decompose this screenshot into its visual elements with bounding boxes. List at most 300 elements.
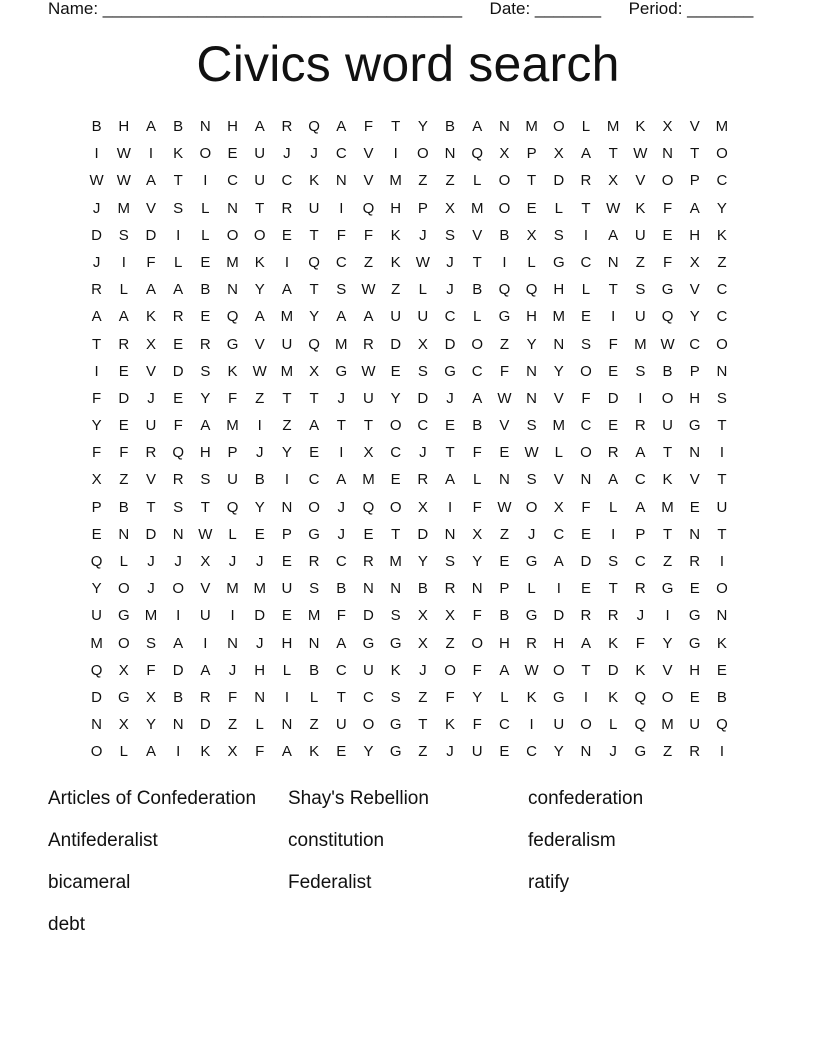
grid-letter: S — [608, 553, 619, 570]
grid-letter: Z — [418, 743, 428, 761]
grid-letter: D — [118, 389, 130, 407]
grid-letter: S — [553, 226, 564, 244]
grid-row — [83, 548, 736, 575]
word-list-item: constitution — [288, 830, 385, 851]
grid-letter: L — [473, 308, 482, 326]
grid-letter: I — [447, 498, 453, 516]
word-list-item: federalism — [528, 830, 616, 851]
grid-letter: P — [417, 199, 428, 217]
grid-letter: G — [389, 634, 402, 652]
grid-letter: S — [417, 362, 428, 380]
grid-row — [83, 195, 736, 222]
grid-row — [83, 657, 736, 684]
grid-letter: O — [172, 580, 184, 598]
grid-letter: R — [607, 607, 619, 625]
grid-letter: U — [227, 471, 238, 489]
grid-letter: I — [203, 172, 208, 190]
grid-letter: R — [199, 335, 211, 353]
grid-letter: K — [526, 688, 537, 706]
grid-letter: O — [117, 634, 130, 652]
grid-letter: U — [553, 716, 565, 734]
grid-letter: Y — [662, 634, 673, 652]
grid-letter: H — [227, 118, 238, 135]
grid-letter: Q — [634, 716, 647, 734]
grid-letter: Z — [119, 471, 129, 489]
grid-letter: V — [553, 389, 564, 407]
grid-letter: K — [635, 118, 646, 135]
grid-letter: O — [471, 634, 484, 652]
grid-letter: N — [526, 362, 538, 380]
grid-row — [83, 521, 736, 548]
grid-letter: C — [281, 172, 293, 190]
grid-letter: O — [444, 661, 456, 679]
grid-letter: J — [419, 661, 427, 679]
word-list-item: confederation — [528, 788, 644, 809]
grid-letter: A — [145, 281, 156, 299]
grid-letter: B — [499, 607, 510, 625]
word-search-grid — [83, 113, 736, 766]
grid-letter: W — [415, 253, 430, 271]
word-list-item: Antifederalist — [48, 830, 158, 851]
grid-letter: G — [661, 281, 674, 299]
grid-letter: M — [362, 471, 375, 489]
grid-letter: A — [118, 308, 129, 326]
grid-letter: S — [200, 471, 211, 489]
grid-letter: E — [118, 362, 129, 380]
grid-letter: U — [689, 716, 701, 734]
grid-letter: Z — [662, 553, 673, 570]
grid-letter: G — [552, 688, 565, 706]
grid-letter: E — [689, 498, 700, 516]
grid-letter: C — [335, 553, 347, 570]
grid-letter: C — [335, 253, 347, 271]
grid-letter: W — [497, 389, 512, 407]
grid-letter: E — [526, 199, 537, 217]
grid-letter: O — [661, 688, 674, 706]
grid-letter: S — [445, 226, 456, 244]
grid-letter: C — [335, 145, 347, 163]
grid-letter: Q — [226, 308, 239, 326]
grid-row — [83, 494, 736, 521]
grid-letter: I — [284, 253, 289, 271]
grid-letter: J — [446, 281, 454, 299]
grid-letter: W — [116, 145, 131, 163]
grid-letter: Q — [90, 553, 103, 570]
grid-letter: A — [336, 308, 347, 326]
grid-letter: O — [308, 498, 320, 516]
grid-letter: F — [472, 716, 482, 734]
grid-letter: Z — [445, 172, 455, 190]
grid-letter: E — [662, 226, 673, 244]
grid-letter: O — [716, 145, 728, 163]
grid-letter: L — [473, 172, 482, 190]
grid-letter: T — [527, 172, 537, 190]
grid-letter: X — [118, 661, 129, 679]
grid-letter: Q — [634, 688, 647, 706]
grid-letter: L — [608, 716, 618, 734]
grid-letter: C — [390, 444, 402, 462]
grid-letter: A — [173, 634, 184, 652]
grid-letter: I — [719, 553, 724, 570]
grid-letter: W — [198, 525, 213, 543]
grid-letter: Y — [689, 308, 700, 326]
grid-letter: J — [310, 145, 318, 163]
grid-letter: I — [176, 226, 181, 244]
grid-letter: A — [580, 634, 591, 652]
grid-letter: J — [255, 634, 264, 652]
grid-letter: T — [336, 688, 346, 706]
grid-letter: D — [172, 661, 184, 679]
grid-letter: W — [252, 362, 267, 380]
word-list — [48, 778, 768, 946]
grid-letter: D — [553, 607, 565, 625]
grid-letter: C — [335, 661, 347, 679]
grid-row — [83, 602, 736, 629]
grid-letter: Z — [391, 281, 401, 299]
grid-letter: Y — [309, 308, 320, 326]
grid-letter: Y — [417, 118, 428, 135]
grid-letter: T — [608, 145, 618, 163]
grid-letter: Y — [417, 553, 428, 570]
grid-letter: A — [91, 308, 102, 326]
grid-letter: X — [227, 743, 238, 761]
grid-letter: S — [580, 335, 591, 353]
grid-letter: R — [689, 553, 701, 570]
grid-letter: N — [580, 471, 592, 489]
grid-letter: Z — [309, 716, 319, 734]
grid-letter: M — [715, 118, 729, 135]
grid-letter: T — [282, 389, 292, 407]
grid-letter: A — [472, 118, 483, 135]
grid-letter: B — [173, 688, 184, 706]
grid-letter: E — [499, 444, 510, 462]
grid-letter: N — [91, 716, 103, 734]
grid-letter: A — [336, 471, 347, 489]
grid-letter: V — [145, 362, 156, 380]
grid-letter: X — [608, 172, 619, 190]
grid-letter: G — [389, 743, 402, 761]
grid-letter: U — [471, 743, 483, 761]
grid-letter: N — [390, 580, 402, 598]
grid-row — [83, 249, 736, 276]
grid-letter: W — [524, 444, 539, 462]
grid-letter: F — [336, 607, 346, 625]
grid-letter: U — [199, 607, 211, 625]
grid-letter: F — [227, 688, 238, 706]
grid-letter: L — [527, 580, 536, 598]
grid-letter: V — [689, 281, 700, 299]
grid-letter: Q — [226, 498, 239, 516]
grid-letter: O — [199, 145, 212, 163]
grid-letter: Y — [472, 688, 483, 706]
grid-letter: K — [309, 172, 320, 190]
grid-letter: F — [92, 444, 102, 462]
grid-letter: S — [173, 199, 184, 217]
grid-letter: L — [527, 253, 536, 271]
grid-letter: M — [552, 308, 566, 326]
grid-letter: A — [309, 417, 320, 435]
grid-letter: B — [417, 580, 428, 598]
grid-letter: L — [119, 743, 128, 761]
grid-letter: J — [92, 199, 101, 217]
grid-letter: E — [499, 743, 510, 761]
word-list-item: Articles of Confederation — [48, 788, 257, 809]
grid-letter: T — [363, 417, 374, 435]
grid-letter: E — [173, 389, 184, 407]
grid-letter: J — [636, 607, 645, 625]
grid-letter: Y — [472, 553, 483, 570]
word-list-item: Shay's Rebellion — [288, 788, 429, 809]
grid-letter: E — [281, 226, 292, 244]
grid-letter: E — [227, 145, 238, 163]
grid-letter: A — [200, 417, 211, 435]
grid-letter: R — [417, 471, 429, 489]
grid-letter: G — [308, 525, 320, 543]
date-field-label: Date: _______ — [489, 0, 602, 18]
grid-letter: T — [146, 498, 156, 516]
grid-letter: K — [390, 253, 401, 271]
grid-letter: V — [553, 471, 564, 489]
grid-letter: B — [716, 688, 727, 706]
grid-letter: N — [662, 145, 673, 163]
grid-letter: P — [281, 525, 292, 543]
grid-letter: A — [445, 471, 456, 489]
grid-letter: Y — [254, 498, 265, 516]
grid-row — [83, 439, 736, 466]
grid-letter: E — [499, 553, 510, 570]
grid-letter: O — [552, 661, 565, 679]
grid-row — [83, 466, 736, 493]
grid-letter: I — [556, 580, 561, 598]
grid-letter: B — [499, 226, 510, 244]
grid-letter: Q — [308, 253, 320, 271]
grid-letter: K — [173, 145, 184, 163]
grid-letter: V — [363, 145, 374, 163]
grid-letter: M — [606, 118, 620, 135]
grid-letter: Q — [471, 145, 484, 163]
grid-letter: O — [226, 226, 239, 244]
grid-letter: J — [609, 743, 617, 761]
grid-letter: K — [390, 226, 401, 244]
grid-letter: R — [634, 580, 646, 598]
grid-letter: L — [554, 444, 563, 462]
grid-letter: W — [524, 661, 539, 679]
grid-letter: Z — [282, 417, 292, 435]
grid-row — [83, 385, 736, 412]
grid-letter: O — [525, 498, 538, 516]
grid-letter: R — [363, 553, 374, 570]
grid-letter: F — [499, 362, 509, 380]
grid-letter: R — [172, 308, 184, 326]
grid-letter: P — [499, 580, 510, 598]
grid-letter: L — [119, 281, 128, 299]
grid-letter: O — [580, 716, 592, 734]
grid-letter: G — [688, 417, 701, 435]
grid-letter: I — [583, 688, 589, 706]
grid-letter: G — [389, 716, 402, 734]
grid-letter: S — [635, 281, 646, 299]
grid-letter: Y — [145, 716, 156, 734]
grid-letter: G — [362, 634, 375, 652]
grid-letter: N — [498, 471, 510, 489]
grid-letter: L — [255, 716, 264, 734]
grid-letter: L — [282, 661, 292, 679]
grid-letter: G — [226, 335, 239, 353]
grid-letter: G — [634, 743, 647, 761]
grid-letter: T — [92, 335, 102, 353]
grid-letter: E — [91, 525, 102, 543]
grid-letter: E — [716, 661, 727, 679]
grid-letter: S — [118, 226, 129, 244]
grid-letter: Y — [200, 389, 211, 407]
grid-letter: N — [526, 389, 538, 407]
grid-row — [83, 575, 736, 602]
grid-letter: C — [308, 471, 320, 489]
grid-letter: I — [203, 634, 208, 652]
grid-letter: E — [390, 471, 401, 489]
grid-letter: M — [226, 417, 239, 435]
grid-letter: A — [608, 226, 619, 244]
grid-letter: A — [499, 661, 510, 679]
grid-letter: F — [472, 498, 482, 516]
grid-letter: L — [581, 281, 591, 299]
grid-letter: U — [363, 389, 374, 407]
grid-letter: E — [309, 444, 320, 462]
grid-letter: V — [662, 661, 673, 679]
grid-letter: M — [280, 362, 294, 380]
grid-letter: A — [363, 308, 374, 326]
grid-row — [83, 303, 736, 330]
grid-letter: F — [581, 498, 591, 516]
grid-letter: I — [257, 417, 262, 435]
grid-letter: Y — [91, 417, 102, 435]
grid-letter: X — [417, 634, 428, 652]
grid-letter: M — [90, 634, 103, 652]
grid-letter: U — [254, 172, 266, 190]
grid-letter: E — [254, 525, 265, 543]
grid-letter: P — [526, 145, 537, 163]
grid-letter: N — [227, 199, 238, 217]
grid-letter: K — [635, 661, 646, 679]
grid-letter: E — [336, 743, 347, 761]
grid-letter: J — [255, 553, 264, 570]
grid-letter: A — [689, 199, 700, 217]
grid-letter: U — [363, 661, 374, 679]
grid-letter: R — [172, 471, 184, 489]
grid-letter: U — [281, 580, 293, 598]
grid-letter: H — [689, 389, 701, 407]
grid-letter: A — [145, 743, 156, 761]
grid-letter: I — [638, 389, 643, 407]
grid-letter: Q — [308, 335, 320, 353]
grid-letter: A — [336, 634, 347, 652]
grid-letter: A — [254, 308, 265, 326]
grid-letter: H — [689, 661, 701, 679]
grid-letter: U — [281, 335, 293, 353]
grid-letter: W — [89, 172, 104, 190]
grid-letter: D — [553, 172, 565, 190]
grid-letter: B — [472, 281, 483, 299]
grid-letter: B — [336, 580, 347, 598]
grid-letter: H — [498, 634, 510, 652]
grid-letter: X — [363, 444, 374, 462]
grid-letter: R — [91, 281, 103, 299]
grid-letter: I — [665, 607, 670, 625]
grid-letter: D — [145, 226, 157, 244]
grid-letter: C — [363, 688, 374, 706]
grid-letter: E — [200, 253, 211, 271]
grid-letter: X — [662, 118, 673, 135]
grid-letter: S — [526, 471, 537, 489]
grid-letter: D — [444, 335, 456, 353]
grid-letter: C — [471, 362, 483, 380]
grid-row — [83, 222, 736, 249]
grid-letter: L — [201, 199, 210, 217]
grid-letter: K — [716, 634, 727, 652]
grid-letter: K — [662, 471, 673, 489]
grid-letter: P — [689, 172, 700, 190]
grid-letter: T — [200, 498, 210, 516]
grid-letter: T — [173, 172, 183, 190]
grid-letter: J — [446, 743, 454, 761]
grid-letter: I — [339, 444, 344, 462]
grid-letter: W — [633, 145, 648, 163]
grid-letter: M — [144, 607, 158, 625]
grid-letter: W — [497, 498, 512, 516]
grid-row — [83, 684, 736, 711]
grid-letter: H — [281, 634, 293, 652]
grid-letter: A — [281, 281, 292, 299]
grid-letter: X — [499, 145, 510, 163]
grid-letter: X — [445, 199, 456, 217]
grid-letter: X — [553, 498, 564, 516]
student-info-header — [48, 0, 754, 20]
grid-letter: O — [716, 580, 728, 598]
grid-letter: R — [689, 743, 701, 761]
grid-letter: S — [716, 389, 727, 407]
grid-letter: V — [200, 580, 211, 598]
grid-letter: G — [117, 688, 130, 706]
grid-row — [83, 711, 736, 738]
grid-letter: F — [662, 199, 673, 217]
grid-letter: J — [446, 253, 454, 271]
grid-letter: A — [254, 118, 265, 135]
grid-row — [83, 167, 736, 194]
grid-letter: K — [254, 253, 265, 271]
grid-letter: O — [90, 743, 103, 761]
grid-letter: X — [417, 607, 428, 625]
grid-letter: J — [147, 553, 155, 570]
grid-letter: N — [689, 444, 701, 462]
grid-letter: U — [634, 308, 646, 326]
grid-letter: B — [445, 118, 456, 135]
grid-letter: N — [716, 607, 728, 625]
grid-letter: G — [688, 607, 701, 625]
grid-letter: S — [526, 417, 537, 435]
grid-letter: C — [716, 308, 728, 326]
grid-letter: K — [608, 634, 619, 652]
grid-letter: L — [309, 688, 319, 706]
grid-letter: M — [661, 716, 674, 734]
grid-letter: O — [253, 226, 266, 244]
grid-letter: L — [581, 118, 591, 135]
grid-letter: Z — [717, 253, 727, 271]
grid-letter: J — [147, 389, 155, 407]
grid-letter: M — [389, 553, 402, 570]
grid-row — [83, 140, 736, 167]
grid-letter: T — [608, 580, 618, 598]
grid-letter: I — [393, 145, 398, 163]
